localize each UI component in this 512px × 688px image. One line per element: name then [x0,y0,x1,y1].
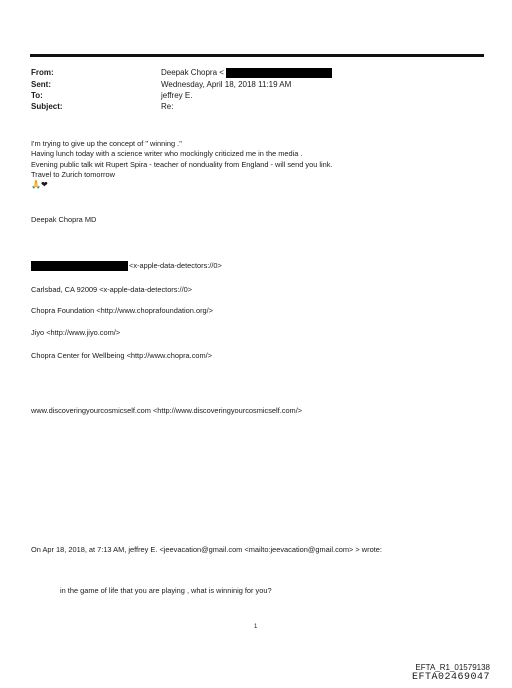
from-name: Deepak Chopra < [161,68,224,78]
redaction-box [31,261,128,271]
address-link[interactable]: <x-apple-data-detectors://0> [129,261,222,270]
body-line-3: Evening public talk wit Rupert Spira - teacher of nonduality from England - will send you link. [31,160,333,169]
reply-header: On Apr 18, 2018, at 7:13 AM, jeffrey E. <jeevacation@gmail.com <mailto:jeevacation@gmail.com> > wrote: [31,545,382,554]
signature-name: Deepak Chopra MD [31,215,97,224]
foundation-link[interactable]: Chopra Foundation <http://www.choprafoundation.org/> [31,306,214,315]
sent-value: Wednesday, April 18, 2018 11:19 AM [161,80,292,89]
to-label: To: [31,91,43,100]
wellbeing-link[interactable]: Chopra Center for Wellbeing <http://www.chopra.com/> [31,351,213,360]
page-number: 1 [254,624,258,630]
body-line-2: Having lunch today with a science writer who mockingly criticized me in the media . [31,149,303,158]
from-value [161,68,332,78]
bates-stamp-1: EFTA_R1_01579138 [415,663,490,672]
from-label: From: [31,68,54,77]
body-line-4: Travel to Zurich tomorrow [31,170,115,179]
redaction-box [226,68,332,78]
bates-stamp-2: EFTA02469047 [411,672,490,683]
quoted-text: in the game of life that you are playing , what is winninig for you? [60,586,272,595]
city-line[interactable]: Carlsbad, CA 92009 <x-apple-data-detectors://0> [31,285,193,294]
emoji-icon: 🙏❤ [31,180,48,189]
body-line-1: I'm trying to give up the concept of " winning ." [31,139,182,148]
to-value: jeffrey E. [161,91,193,100]
subject-label: Subject: [31,102,63,111]
cosmic-link[interactable]: www.discoveringyourcosmicself.com <http://www.discoveringyourcosmicself.com/> [31,406,303,415]
header-divider [30,54,484,57]
jiyo-link[interactable]: Jiyo <http://www.jiyo.com/> [31,328,121,337]
signature-address [31,261,222,271]
sent-label: Sent: [31,80,51,89]
subject-value: Re: [161,102,174,111]
